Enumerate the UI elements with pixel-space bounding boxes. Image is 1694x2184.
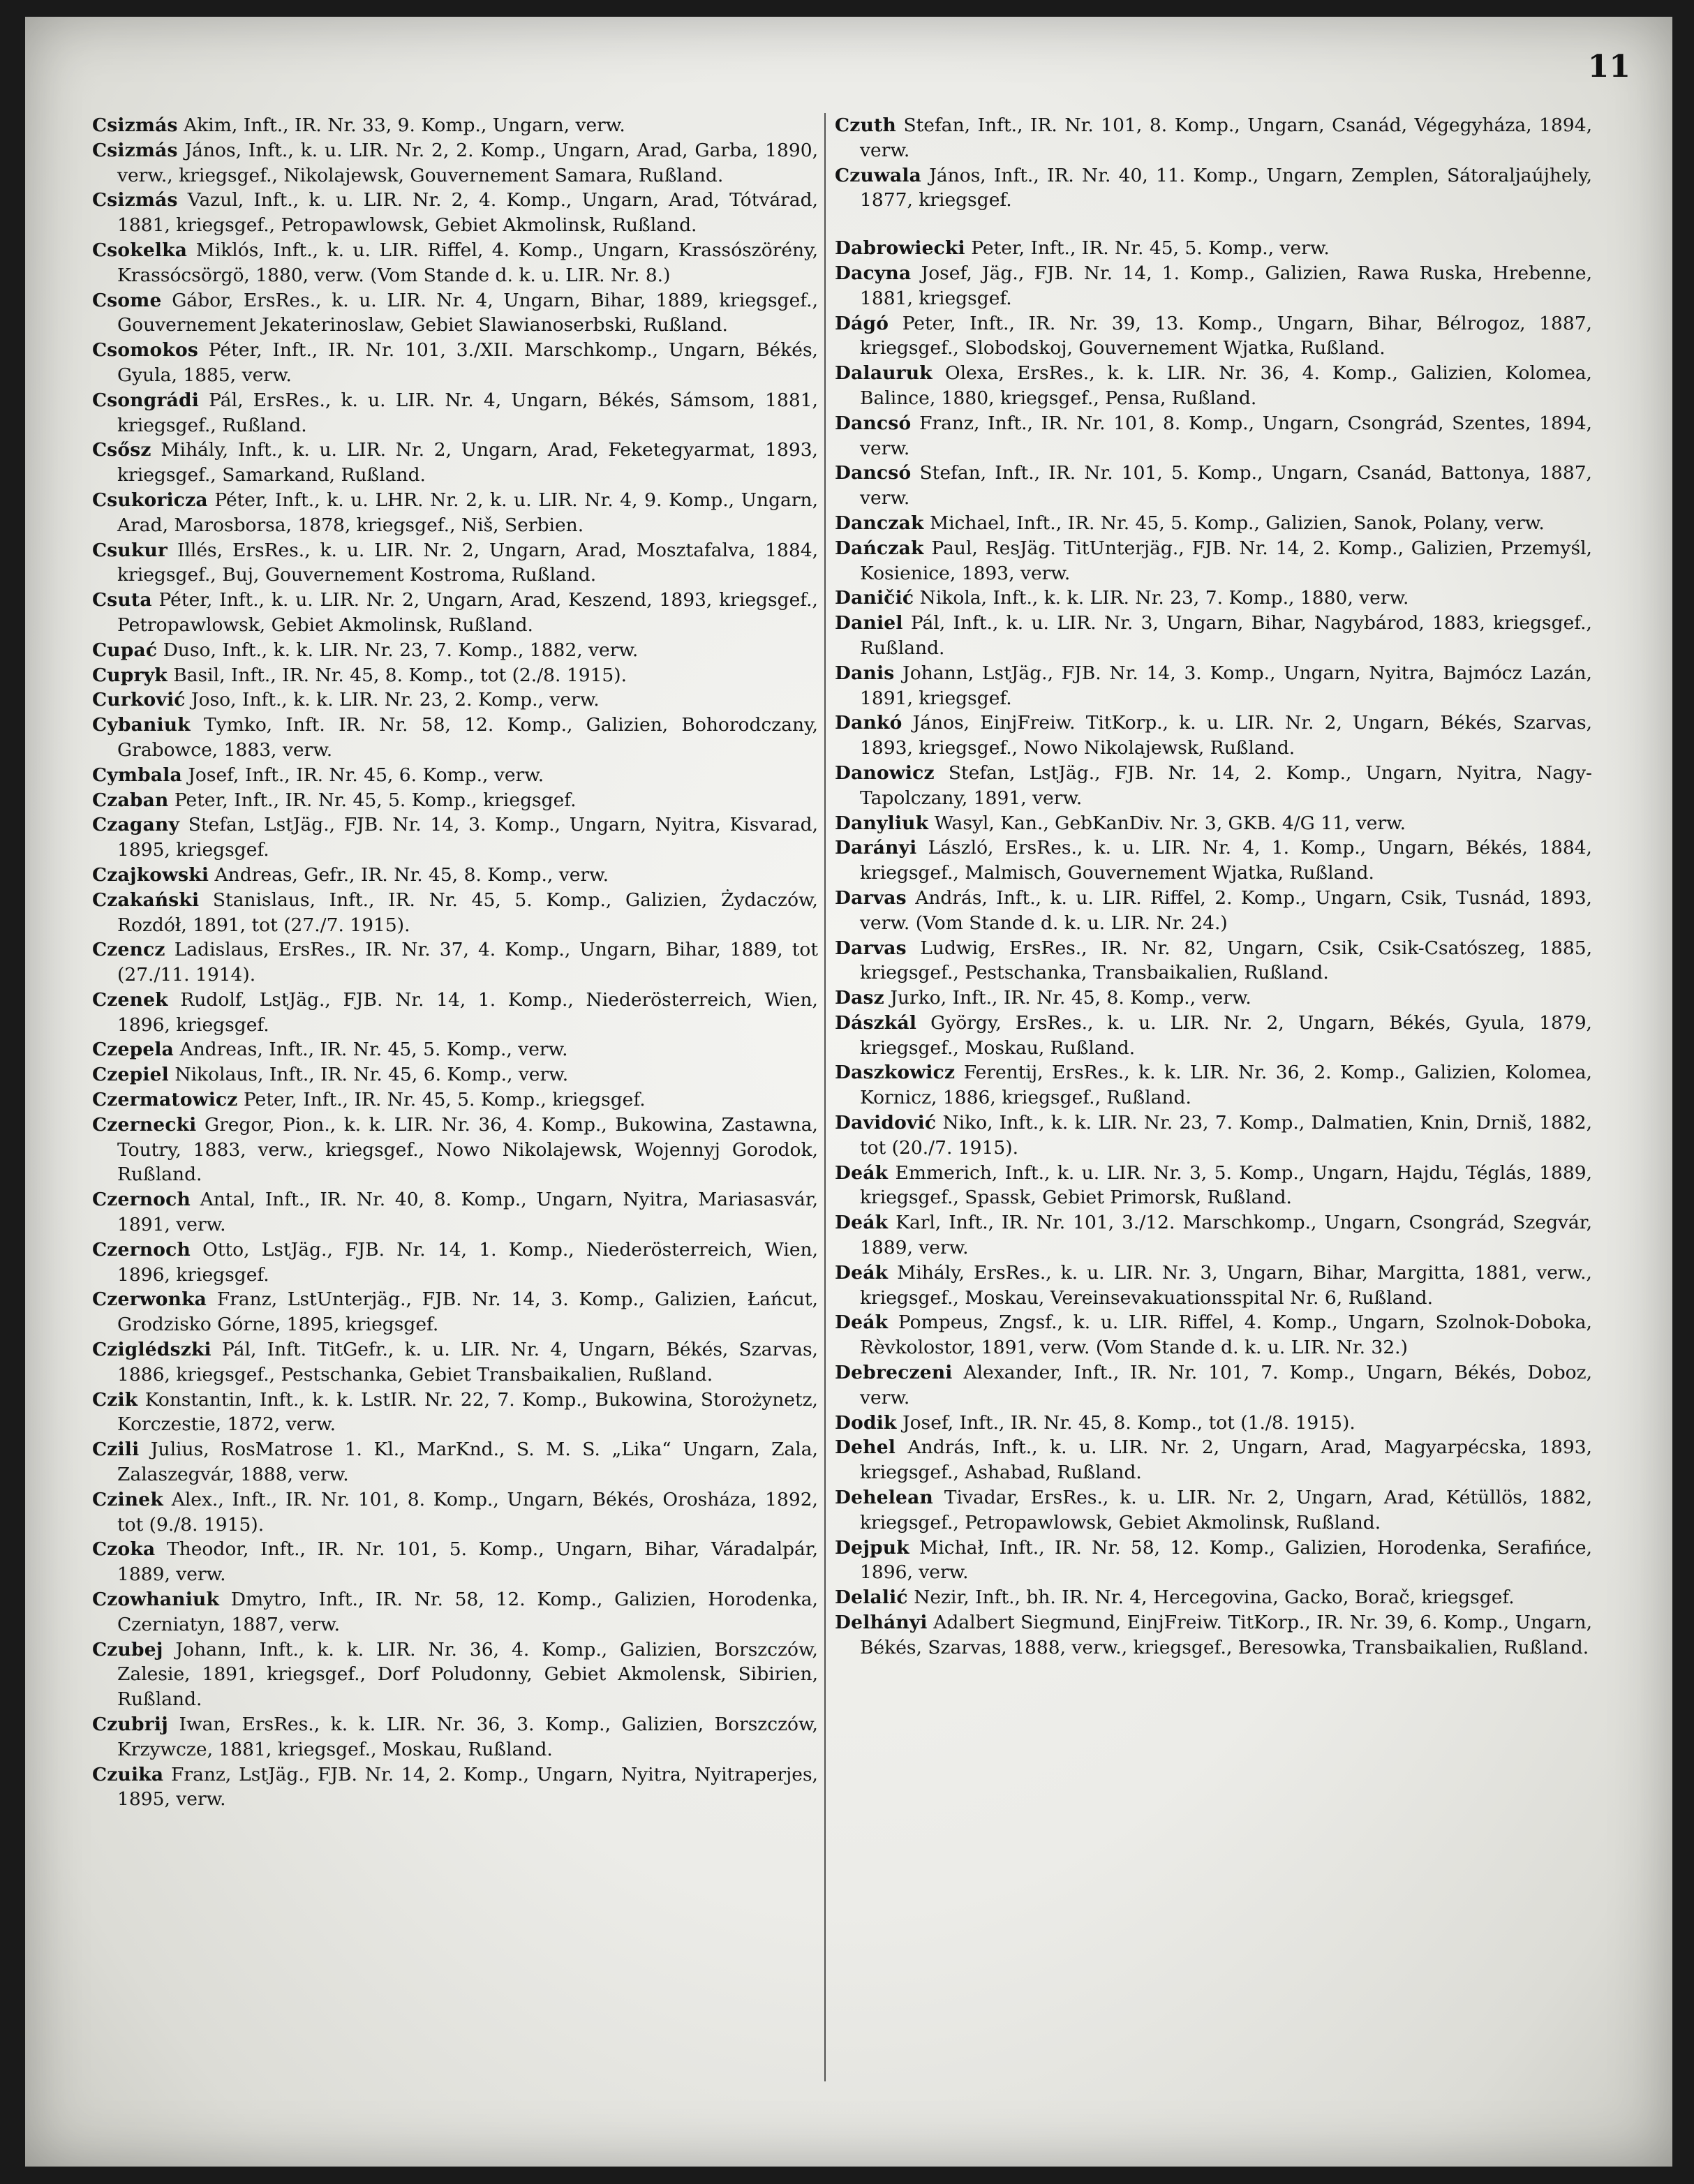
entry-details: János, Inft., IR. Nr. 40, 11. Komp., Ungarn, Zemplen, Sátoraljaújhely, 1877, kriegsgef. — [860, 164, 1592, 211]
register-entry — [835, 1060, 1592, 1110]
entry-details: Peter, Inft., IR. Nr. 45, 5. Komp., kriegsgef. — [174, 789, 577, 811]
entry-details: Stefan, Inft., IR. Nr. 101, 5. Komp., Ungarn, Csanád, Battonya, 1887, verw. — [860, 462, 1592, 510]
entry-details: Wasyl, Kan., GebKanDiv. Nr. 3, GKB. 4/G 11, verw. — [934, 812, 1406, 834]
entry-details: Péter, Inft., k. u. LHR. Nr. 2, k. u. LIR. Nr. 4, 9. Komp., Ungarn, Arad, Marosborsa, 1878, kriegsgef., Niš, Serbien. — [117, 489, 818, 536]
entry-surname: Czagany — [92, 814, 180, 836]
entry-surname: Danyliuk — [835, 812, 929, 834]
entry-surname: Czoka — [92, 1538, 156, 1561]
register-entry — [92, 888, 818, 938]
entry-surname: Dászkál — [835, 1011, 917, 1034]
entry-surname: Csizmás — [92, 189, 178, 211]
entry-surname: Czubrij — [92, 1714, 168, 1735]
register-page — [25, 17, 1672, 2167]
entry-details: Nikolaus, Inft., IR. Nr. 45, 6. Komp., verw. — [174, 1064, 569, 1086]
entry-details: Mihály, Inft., k. u. LIR. Nr. 2, Ungarn, Arad, Feketegyarmat, 1893, kriegsgef., Samarkand, Rußland. — [117, 439, 818, 486]
register-entry — [835, 411, 1592, 461]
entry-surname: Deák — [835, 1312, 889, 1334]
entry-surname: Csome — [92, 289, 162, 311]
entry-details: László, ErsRes., k. u. LIR. Nr. 4, 1. Komp., Ungarn, Békés, 1884, kriegsgef., Malmisch, Gouvernement Wjatka, Rußland. — [860, 837, 1592, 884]
register-entry — [835, 511, 1592, 536]
entry-surname: Csősz — [92, 439, 151, 461]
entry-details: Iwan, ErsRes., k. k. LIR. Nr. 36, 3. Komp., Galizien, Borszczów, Krzywcze, 1881, kriegsgef., Moskau, Rußland. — [117, 1714, 818, 1760]
entry-surname: Czuwala — [835, 164, 922, 186]
register-entry — [92, 1037, 818, 1062]
entry-details: Karl, Inft., IR. Nr. 101, 3./12. Marschkomp., Ungarn, Csongrád, Szegvár, 1889, verw. — [860, 1212, 1592, 1259]
entry-surname: Csukur — [92, 539, 168, 561]
entry-surname: Czakański — [92, 889, 200, 911]
register-entry — [835, 1485, 1592, 1536]
entry-surname: Darvas — [835, 886, 907, 909]
entry-details: Antal, Inft., IR. Nr. 40, 8. Komp., Ungarn, Nyitra, Mariasasvár, 1891, verw. — [117, 1189, 818, 1236]
register-entry — [835, 1310, 1592, 1360]
register-entry — [92, 988, 818, 1038]
register-entry — [92, 1388, 818, 1438]
entry-details: Andreas, Inft., IR. Nr. 45, 5. Komp., verw. — [179, 1039, 568, 1061]
entry-surname: Czerwonka — [92, 1288, 207, 1311]
entry-details: Basil, Inft., IR. Nr. 45, 8. Komp., tot (2./8. 1915). — [173, 664, 627, 686]
register-entry — [92, 488, 818, 538]
entry-surname: Czaban — [92, 789, 169, 811]
entry-details: Tymko, Inft. IR. Nr. 58, 12. Komp., Galizien, Bohorodczany, Grabowce, 1883, verw. — [117, 714, 818, 761]
entry-details: Dmytro, Inft., IR. Nr. 58, 12. Komp., Galizien, Horodenka, Czerniatyn, 1887, verw. — [117, 1589, 818, 1635]
entry-details: Jurko, Inft., IR. Nr. 45, 8. Komp., verw. — [890, 987, 1251, 1009]
entry-surname: Csizmás — [92, 114, 178, 136]
register-entry — [835, 361, 1592, 411]
entry-details: Mihály, ErsRes., k. u. LIR. Nr. 3, Ungarn, Bihar, Margitta, 1881, verw., kriegsgef., Moskau, Vereinsevakuationsspital Nr. 6, Rußland. — [860, 1261, 1592, 1309]
register-entry — [835, 1011, 1592, 1061]
entry-details: György, ErsRes., k. u. LIR. Nr. 2, Ungarn, Békés, Gyula, 1879, kriegsgef., Moskau, Rußland. — [860, 1011, 1592, 1059]
register-entry — [835, 1435, 1592, 1485]
register-entry — [835, 311, 1592, 362]
entry-details: Adalbert Siegmund, EinjFreiw. TitKorp., IR. Nr. 39, 6. Komp., Ungarn, Békés, Szarvas, 1888, verw., kriegsgef., Beresowka, Transbaikalien, Rußland. — [860, 1612, 1592, 1658]
register-entry — [92, 1637, 818, 1712]
entry-surname: Debreczeni — [835, 1362, 953, 1384]
register-entry — [92, 812, 818, 863]
entry-surname: Csomokos — [92, 339, 198, 362]
entry-details: Franz, LstUnterjäg., FJB. Nr. 14, 3. Komp., Galizien, Łańcut, Grodzisko Górne, 1895, kriegsgef. — [117, 1288, 818, 1336]
register-entry — [92, 288, 818, 339]
entry-surname: Dágó — [835, 312, 889, 334]
entry-details: Peter, Inft., IR. Nr. 45, 5. Komp., kriegsgef. — [244, 1089, 646, 1111]
entry-surname: Dasz — [835, 987, 884, 1009]
register-entry — [835, 1536, 1592, 1586]
register-entry — [92, 638, 818, 663]
entry-surname: Daničić — [835, 587, 914, 609]
entry-surname: Deák — [835, 1212, 889, 1234]
entry-surname: Delalić — [835, 1587, 908, 1609]
register-entry — [835, 886, 1592, 936]
register-entry — [835, 761, 1592, 811]
entry-details: Vazul, Inft., k. u. LIR. Nr. 2, 4. Komp., Ungarn, Arad, Tótvárad, 1881, kriegsgef., Petropawlowsk, Gebiet Akmolinsk, Rußland. — [117, 189, 818, 237]
entry-surname: Curković — [92, 689, 186, 711]
entry-details: Stefan, LstJäg., FJB. Nr. 14, 3. Komp., Ungarn, Nyitra, Kisvarad, 1895, kriegsgef. — [117, 814, 818, 861]
entry-details: Johann, LstJäg., FJB. Nr. 14, 3. Komp., Ungarn, Nyitra, Bajmócz Lazán, 1891, kriegsgef. — [860, 662, 1592, 709]
entry-surname: Czik — [92, 1388, 138, 1411]
entry-surname: Csokelka — [92, 239, 188, 261]
entry-details: Akim, Inft., IR. Nr. 33, 9. Komp., Ungarn, verw. — [184, 114, 625, 136]
entry-surname: Czili — [92, 1439, 140, 1461]
register-entry — [92, 338, 818, 388]
entry-details: Olexa, ErsRes., k. k. LIR. Nr. 36, 4. Komp., Galizien, Kolomea, Balince, 1880, kriegsgef., Pensa, Rußland. — [860, 362, 1592, 409]
register-entry — [92, 538, 818, 588]
entry-details: Illés, ErsRes., k. u. LIR. Nr. 2, Ungarn, Arad, Mosztafalva, 1884, kriegsgef., Buj, Gouvernement Kostroma, Rußland. — [117, 539, 818, 586]
entry-details: János, EinjFreiw. TitKorp., k. u. LIR. Nr. 2, Ungarn, Békés, Szarvas, 1893, kriegsgef., Nowo Nikolajewsk, Rußland. — [860, 712, 1592, 759]
register-entry — [92, 688, 818, 713]
register-entry — [92, 1712, 818, 1762]
entry-details: Gábor, ErsRes., k. u. LIR. Nr. 4, Ungarn, Bihar, 1889, kriegsgef., Gouvernement Jekaterinoslaw, Gebiet Slawianoserbski, Rußland. — [117, 289, 818, 336]
entry-surname: Czinek — [92, 1488, 163, 1510]
register-entry — [835, 261, 1592, 311]
entry-details: Josef, Jäg., FJB. Nr. 14, 1. Komp., Galizien, Rawa Ruska, Hrebenne, 1881, kriegsgef. — [860, 262, 1592, 309]
register-entry — [835, 536, 1592, 586]
entry-surname: Csukoricza — [92, 489, 208, 511]
entry-surname: Cupryk — [92, 664, 168, 686]
entry-surname: Darányi — [835, 837, 917, 859]
register-entry — [92, 238, 818, 288]
entry-surname: Deák — [835, 1261, 889, 1284]
entry-details: Peter, Inft., IR. Nr. 45, 5. Komp., verw. — [971, 237, 1330, 260]
entry-surname: Dankó — [835, 712, 902, 734]
entry-surname: Delhányi — [835, 1612, 928, 1634]
register-entry — [92, 788, 818, 813]
register-entry — [835, 1585, 1592, 1610]
register-entry — [835, 611, 1592, 661]
entry-details: Stanislaus, Inft., IR. Nr. 45, 5. Komp., Galizien, Żydaczów, Rozdół, 1891, tot (27./7. 1915). — [117, 889, 818, 936]
register-entry — [92, 1587, 818, 1637]
entry-details: Theodor, Inft., IR. Nr. 101, 5. Komp., Ungarn, Bihar, Váradalpár, 1889, verw. — [117, 1538, 818, 1586]
entry-surname: Dehel — [835, 1436, 896, 1459]
entry-surname: Dejpuk — [835, 1536, 909, 1559]
register-entry — [835, 1411, 1592, 1436]
column-divider — [824, 113, 826, 2081]
register-entry — [92, 713, 818, 763]
entry-surname: Daniel — [835, 612, 903, 634]
entry-details: Andreas, Gefr., IR. Nr. 45, 8. Komp., verw. — [214, 863, 609, 886]
entry-details: Konstantin, Inft., k. k. LstIR. Nr. 22, 7. Komp., Bukowina, Storożynetz, Korczestie, 1872, verw. — [117, 1388, 818, 1436]
entry-details: Pál, Inft., k. u. LIR. Nr. 3, Ungarn, Bihar, Nagybárod, 1883, kriegsgef., Rußland. — [860, 612, 1592, 659]
register-entry — [92, 388, 818, 438]
entry-surname: Cziglédszki — [92, 1339, 211, 1361]
register-entry — [92, 1437, 818, 1487]
left-column — [92, 113, 818, 1812]
register-entry — [835, 835, 1592, 886]
entry-surname: Dodik — [835, 1411, 897, 1434]
entry-details: Michael, Inft., IR. Nr. 45, 5. Komp., Galizien, Sanok, Polany, verw. — [929, 512, 1545, 534]
register-entry — [92, 188, 818, 238]
register-entry — [92, 1537, 818, 1587]
register-entry — [92, 1113, 818, 1187]
entry-surname: Dehelean — [835, 1487, 933, 1509]
register-entry — [92, 1287, 818, 1337]
register-entry — [835, 811, 1592, 836]
register-entry — [835, 1110, 1592, 1161]
register-entry — [92, 863, 818, 888]
register-entry — [835, 1360, 1592, 1411]
register-entry — [92, 1187, 818, 1238]
entry-details: Alexander, Inft., IR. Nr. 101, 7. Komp., Ungarn, Békés, Doboz, verw. — [860, 1362, 1592, 1409]
entry-details: Alex., Inft., IR. Nr. 101, 8. Komp., Ungarn, Békés, Orosháza, 1892, tot (9./8. 1915). — [117, 1488, 818, 1536]
entry-surname: Danis — [835, 662, 895, 684]
register-entry — [92, 1487, 818, 1538]
entry-surname: Cupać — [92, 639, 158, 661]
entry-details: Stefan, LstJäg., FJB. Nr. 14, 2. Komp., Ungarn, Nyitra, Nagy-Tapolczany, 1891, verw. — [860, 762, 1592, 809]
entry-details: Julius, RosMatrose 1. Kl., MarKnd., S. M. S. „Lika“ Ungarn, Zala, Zalaszegvár, 1888, verw. — [117, 1439, 818, 1486]
entry-details: Franz, Inft., IR. Nr. 101, 8. Komp., Ungarn, Csongrád, Szentes, 1894, verw. — [860, 412, 1592, 459]
entry-details: Rudolf, LstJäg., FJB. Nr. 14, 1. Komp., Niederösterreich, Wien, 1896, kriegsgef. — [117, 988, 818, 1036]
entry-surname: Czenek — [92, 988, 168, 1011]
entry-surname: Czuth — [835, 114, 896, 136]
register-entry — [835, 236, 1592, 261]
entry-surname: Czowhaniuk — [92, 1589, 220, 1611]
entry-surname: Danczak — [835, 512, 924, 534]
register-entry — [835, 586, 1592, 611]
entry-details: Pál, ErsRes., k. u. LIR. Nr. 4, Ungarn, Békés, Sámsom, 1881, kriegsgef., Rußland. — [117, 389, 818, 436]
entry-details: Otto, LstJäg., FJB. Nr. 14, 1. Komp., Niederösterreich, Wien, 1896, kriegsgef. — [117, 1238, 818, 1286]
entry-surname: Czubej — [92, 1638, 163, 1661]
register-entry — [835, 986, 1592, 1011]
register-entry — [835, 1610, 1592, 1661]
register-entry — [92, 438, 818, 488]
entry-surname: Czepela — [92, 1039, 174, 1061]
entry-surname: Czepiel — [92, 1064, 169, 1086]
register-entry — [835, 113, 1592, 163]
entry-details: Pompeus, Zngsf., k. u. LIR. Riffel, 4. Komp., Ungarn, Szolnok-Doboka, Rèvkolostor, 1891, verw. (Vom Stande d. k. u. LIR. Nr. 32.) — [860, 1312, 1592, 1359]
entry-surname: Deák — [835, 1161, 889, 1184]
register-entry — [835, 711, 1592, 761]
register-entry — [835, 1261, 1592, 1311]
register-entry — [92, 1062, 818, 1087]
entry-surname: Dancsó — [835, 462, 912, 484]
entry-details: Stefan, Inft., IR. Nr. 101, 8. Komp., Ungarn, Csanád, Végegyháza, 1894, verw. — [860, 114, 1592, 161]
right-column — [835, 113, 1592, 1661]
register-entry — [835, 163, 1592, 214]
entry-surname: Czernoch — [92, 1238, 191, 1261]
entry-surname: Danowicz — [835, 762, 935, 784]
entry-surname: Dańczak — [835, 537, 924, 559]
entry-details: Ferentij, ErsRes., k. k. LIR. Nr. 36, 2. Komp., Galizien, Kolomea, Kornicz, 1886, kriegsgef., Rußland. — [860, 1062, 1592, 1109]
entry-surname: Davidović — [835, 1112, 937, 1134]
register-entry — [835, 936, 1592, 986]
entry-details: Pál, Inft. TitGefr., k. u. LIR. Nr. 4, Ungarn, Békés, Szarvas, 1886, kriegsgef., Pestschanka, Gebiet Transbaikalien, Rußland. — [117, 1339, 818, 1386]
register-entry — [92, 937, 818, 988]
register-entry — [92, 1337, 818, 1388]
entry-details: Josef, Inft., IR. Nr. 45, 8. Komp., tot (1./8. 1915). — [902, 1411, 1355, 1434]
entry-details: Nezir, Inft., bh. IR. Nr. 4, Hercegovina, Gacko, Borač, kriegsgef. — [914, 1587, 1515, 1609]
register-entry — [92, 138, 818, 188]
entry-details: Ladislaus, ErsRes., IR. Nr. 37, 4. Komp., Ungarn, Bihar, 1889, tot (27./11. 1914). — [117, 939, 818, 986]
register-entry — [92, 1238, 818, 1288]
entry-details: Miklós, Inft., k. u. LIR. Riffel, 4. Komp., Ungarn, Krassószörény, Krassócsörgö, 1880, verw. (Vom Stande d. k. u. LIR. Nr. 8.) — [117, 239, 818, 286]
entry-surname: Czernoch — [92, 1189, 191, 1211]
entry-details: Peter, Inft., IR. Nr. 39, 13. Komp., Ungarn, Bihar, Bélrogoz, 1887, kriegsgef., Slobodskoj, Gouvernement Wjatka, Rußland. — [860, 312, 1592, 359]
entry-details: Péter, Inft., k. u. LIR. Nr. 2, Ungarn, Arad, Keszend, 1893, kriegsgef., Petropawlowsk, Gebiet Akmolinsk, Rußland. — [117, 589, 818, 636]
entry-details: Johann, Inft., k. k. LIR. Nr. 36, 4. Komp., Galizien, Borszczów, Zalesie, 1891, kriegsgef., Dorf Poludonny, Gebiet Akmolensk, Sibirien, Rußland. — [117, 1638, 818, 1711]
entry-details: Emmerich, Inft., k. u. LIR. Nr. 3, 5. Komp., Ungarn, Hajdu, Téglás, 1889, kriegsgef., Spassk, Gebiet Primorsk, Rußland. — [860, 1161, 1592, 1209]
entry-surname: Daszkowicz — [835, 1062, 956, 1084]
entry-details: Josef, Inft., IR. Nr. 45, 6. Komp., verw. — [188, 764, 544, 786]
entry-details: Tivadar, ErsRes., k. u. LIR. Nr. 2, Ungarn, Arad, Kétüllös, 1882, kriegsgef., Petropawlowsk, Gebiet Akmolinsk, Rußland. — [860, 1487, 1592, 1533]
entry-details: Duso, Inft., k. k. LIR. Nr. 23, 7. Komp., 1882, verw. — [163, 639, 639, 661]
entry-details: Franz, LstJäg., FJB. Nr. 14, 2. Komp., Ungarn, Nyitra, Nyitraperjes, 1895, verw. — [117, 1763, 818, 1811]
entry-surname: Csizmás — [92, 139, 178, 161]
entry-surname: Czajkowski — [92, 863, 209, 886]
entry-details: Joso, Inft., k. k. LIR. Nr. 23, 2. Komp., verw. — [191, 689, 600, 711]
entry-surname: Dancsó — [835, 412, 912, 434]
register-entry — [835, 661, 1592, 711]
entry-surname: Csongrádi — [92, 389, 200, 411]
entry-details: András, Inft., k. u. LIR. Riffel, 2. Komp., Ungarn, Csik, Tusnád, 1893, verw. (Vom Stande d. k. u. LIR. Nr. 24.) — [860, 886, 1592, 934]
entry-surname: Czencz — [92, 939, 165, 961]
entry-details: Péter, Inft., IR. Nr. 101, 3./XII. Marschkomp., Ungarn, Békés, Gyula, 1885, verw. — [117, 339, 818, 386]
entry-details: Michał, Inft., IR. Nr. 58, 12. Komp., Galizien, Horodenka, Serafińce, 1896, verw. — [860, 1536, 1592, 1584]
register-entry — [92, 763, 818, 788]
entry-surname: Czermatowicz — [92, 1089, 238, 1111]
register-entry — [92, 1762, 818, 1813]
entry-surname: Darvas — [835, 937, 907, 959]
entry-details: János, Inft., k. u. LIR. Nr. 2, 2. Komp., Ungarn, Arad, Garba, 1890, verw., kriegsgef., Nikolajewsk, Gouvernement Samara, Rußland. — [117, 139, 818, 186]
entry-surname: Cymbala — [92, 764, 182, 786]
entry-details: Nikola, Inft., k. k. LIR. Nr. 23, 7. Komp., 1880, verw. — [919, 587, 1409, 609]
entry-details: András, Inft., k. u. LIR. Nr. 2, Ungarn, Arad, Magyarpécska, 1893, kriegsgef., Ashabad, Rußland. — [860, 1436, 1592, 1484]
register-entry — [92, 1087, 818, 1113]
entry-surname: Cybaniuk — [92, 714, 191, 736]
entry-details: Paul, ResJäg. TitUnterjäg., FJB. Nr. 14, 2. Komp., Galizien, Przemyśl, Kosienice, 1893, verw. — [860, 537, 1592, 584]
entry-surname: Czuika — [92, 1763, 164, 1785]
register-entry — [92, 588, 818, 638]
entry-surname: Czernecki — [92, 1113, 197, 1136]
page-number: 11 — [1587, 49, 1630, 84]
register-entry — [92, 113, 818, 138]
entry-surname: Csuta — [92, 589, 152, 611]
entry-surname: Dacyna — [835, 262, 912, 284]
entry-surname: Dalauruk — [835, 362, 933, 385]
entry-details: Gregor, Pion., k. k. LIR. Nr. 36, 4. Komp., Bukowina, Zastawna, Toutry, 1883, verw., kriegsgef., Nowo Nikolajewsk, Wojennyj Gorodok, Rußland. — [117, 1113, 818, 1186]
register-entry — [835, 461, 1592, 511]
entry-details: Ludwig, ErsRes., IR. Nr. 82, Ungarn, Csik, Csik-Csatószeg, 1885, kriegsgef., Pestschanka, Transbaikalien, Rußland. — [860, 937, 1592, 984]
register-entry — [835, 1210, 1592, 1261]
register-entry — [92, 663, 818, 688]
entry-details: Niko, Inft., k. k. LIR. Nr. 23, 7. Komp., Dalmatien, Knin, Drniš, 1882, tot (20./7. 1915). — [860, 1112, 1592, 1159]
register-entry — [835, 1161, 1592, 1211]
entry-surname: Dabrowiecki — [835, 237, 965, 260]
